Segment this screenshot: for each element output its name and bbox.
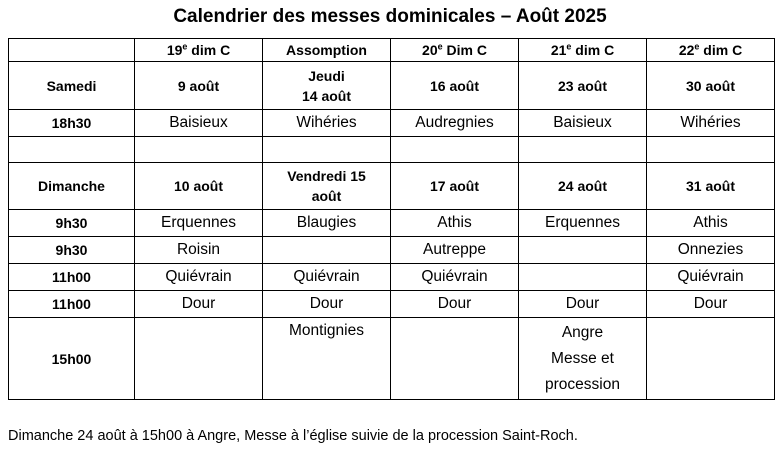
place-cell: Quiévrain — [135, 264, 263, 291]
date-cell: 17 août — [391, 163, 519, 210]
place-cell: Athis — [391, 210, 519, 237]
place-cell: Angre Messe et procession — [519, 318, 647, 400]
place-cell: Athis — [647, 210, 775, 237]
corner-cell — [9, 39, 135, 62]
place-cell — [519, 264, 647, 291]
date-cell: 16 août — [391, 62, 519, 110]
header-cell: Assomption — [263, 39, 391, 62]
place-cell: Dour — [519, 291, 647, 318]
place-cell: Baisieux — [135, 110, 263, 137]
footnote: Dimanche 24 août à 15h00 à Angre, Messe à l’église suivie de la procession Saint-Roch. — [8, 428, 578, 444]
place-cell: Quiévrain — [391, 264, 519, 291]
time-cell: 9h30 — [9, 210, 135, 237]
header-cell: 19e dim C — [135, 39, 263, 62]
date-cell: 31 août — [647, 163, 775, 210]
mass-schedule-table — [8, 38, 775, 400]
date-cell: 23 août — [519, 62, 647, 110]
place-cell: Dour — [647, 291, 775, 318]
date-cell: Jeudi 14 août — [263, 62, 391, 110]
time-cell: 11h00 — [9, 264, 135, 291]
table-row — [9, 318, 775, 400]
time-cell: 15h00 — [9, 318, 135, 400]
table-row — [9, 237, 775, 264]
place-cell: Erquennes — [135, 210, 263, 237]
date-cell: 24 août — [519, 163, 647, 210]
date-cell: 10 août — [135, 163, 263, 210]
spacer-row — [9, 137, 775, 163]
place-cell — [519, 237, 647, 264]
place-cell: Montignies — [263, 318, 391, 400]
header-cell: 21e dim C — [519, 39, 647, 62]
table-row — [9, 264, 775, 291]
place-cell: Wihéries — [647, 110, 775, 137]
place-cell: Quiévrain — [647, 264, 775, 291]
day-label: Dimanche — [9, 163, 135, 210]
place-cell: Erquennes — [519, 210, 647, 237]
place-cell: Wihéries — [263, 110, 391, 137]
place-cell — [391, 318, 519, 400]
header-row — [9, 39, 775, 62]
time-cell: 11h00 — [9, 291, 135, 318]
table-row — [9, 291, 775, 318]
place-cell: Quiévrain — [263, 264, 391, 291]
header-cell: 22e dim C — [647, 39, 775, 62]
place-cell — [647, 318, 775, 400]
date-cell: Vendredi 15 août — [263, 163, 391, 210]
place-cell: Onnezies — [647, 237, 775, 264]
place-cell — [135, 318, 263, 400]
place-cell: Blaugies — [263, 210, 391, 237]
header-cell: 20e Dim C — [391, 39, 519, 62]
table-row — [9, 210, 775, 237]
page-title: Calendrier des messes dominicales – Août 2025 — [173, 6, 607, 27]
place-cell — [263, 237, 391, 264]
place-cell: Audregnies — [391, 110, 519, 137]
place-cell: Dour — [135, 291, 263, 318]
sunday-row — [9, 163, 775, 210]
place-cell: Autreppe — [391, 237, 519, 264]
time-cell: 18h30 — [9, 110, 135, 137]
day-label: Samedi — [9, 62, 135, 110]
saturday-row — [9, 62, 775, 110]
place-cell: Baisieux — [519, 110, 647, 137]
date-cell: 9 août — [135, 62, 263, 110]
place-cell: Roisin — [135, 237, 263, 264]
table-row — [9, 110, 775, 137]
place-cell: Dour — [391, 291, 519, 318]
date-cell: 30 août — [647, 62, 775, 110]
place-cell: Dour — [263, 291, 391, 318]
time-cell: 9h30 — [9, 237, 135, 264]
